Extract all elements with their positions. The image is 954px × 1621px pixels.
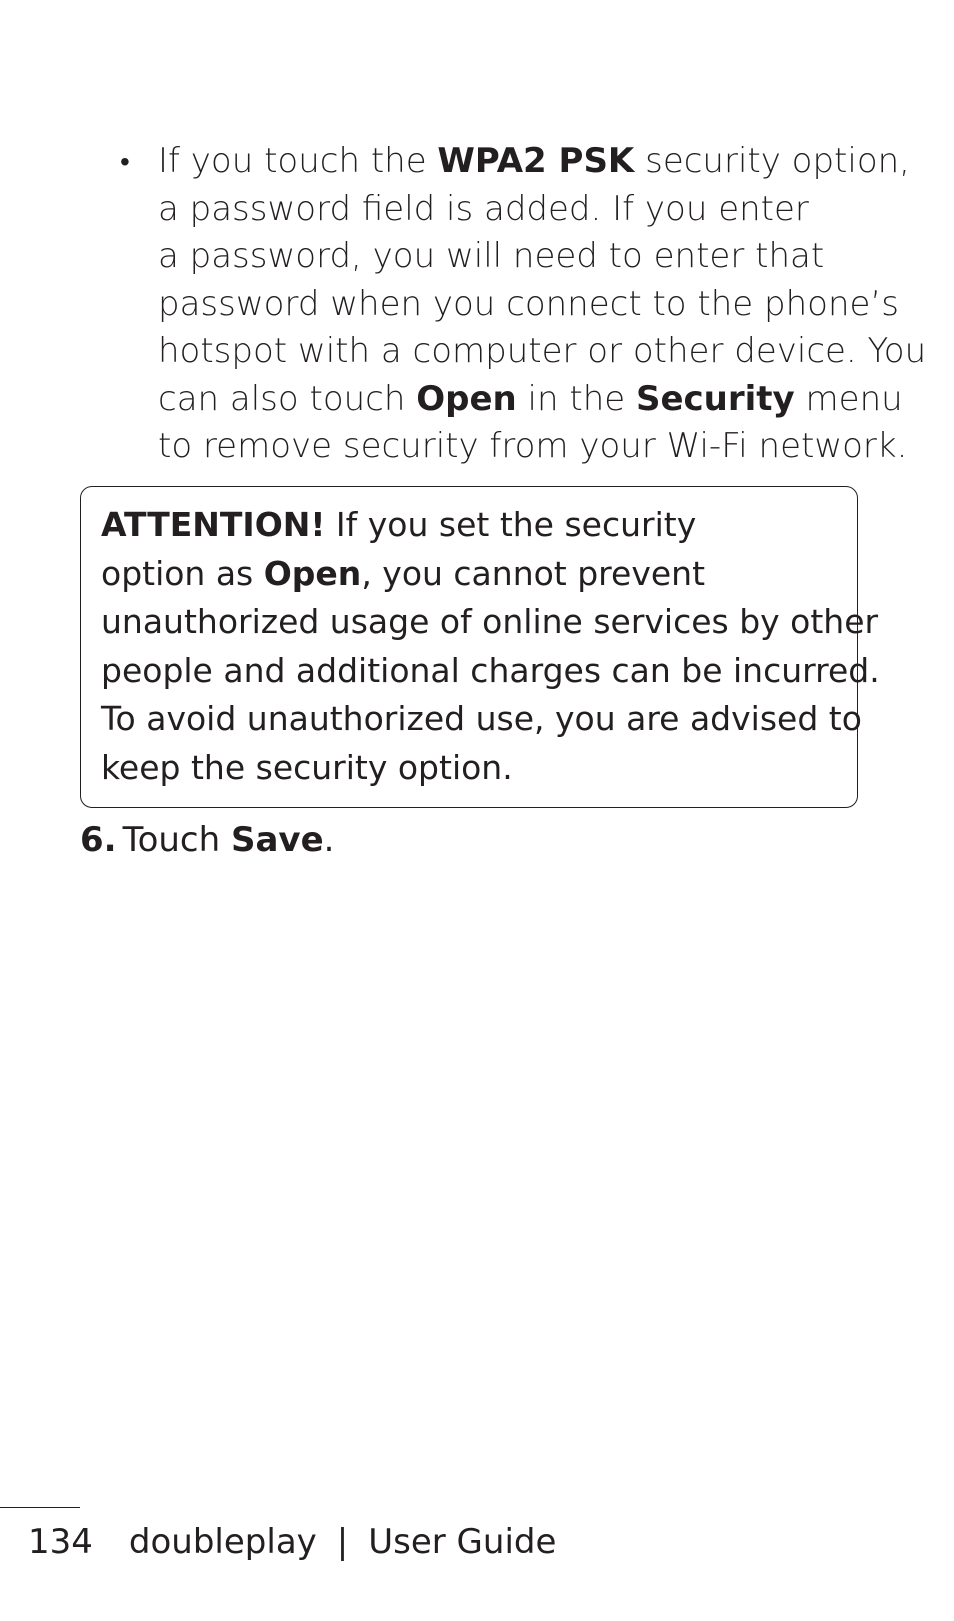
bullet-line-1: If you touch the WPA2 PSK security option, (158, 141, 910, 181)
attention-line-5: To avoid unauthorized use, you are advised to (101, 699, 862, 738)
open-term: Open (263, 553, 362, 593)
open-term: Open (416, 378, 517, 419)
bullet-text (158, 138, 927, 471)
bullet-symbol: • (120, 145, 130, 178)
step-number: 6. (80, 820, 117, 860)
footer-rule (0, 1507, 80, 1508)
page-footer (28, 1518, 556, 1566)
bullet-paragraph (120, 138, 927, 471)
security-term: Security (635, 378, 795, 419)
page-number: 134 (28, 1522, 93, 1562)
step-6: 6. Touch Save. (80, 820, 335, 860)
product-name: doubleplay (128, 1522, 317, 1562)
attention-line-2: option as Open, you cannot prevent (101, 553, 706, 593)
bullet-line-2: a password field is added. If you enter (158, 188, 809, 229)
bullet-line-5: hotspot with a computer or other device. You (158, 331, 927, 371)
attention-box (80, 486, 880, 808)
guide-title: User Guide (368, 1522, 557, 1562)
bullet-line-7: to remove security from your Wi-Fi network. (158, 426, 908, 466)
attention-label: ATTENTION! (101, 505, 326, 544)
attention-line-3: unauthorized usage of online services by other (101, 602, 879, 641)
bullet-line-4: password when you connect to the phone’s (158, 283, 899, 324)
bullet-line-3: a password, you will need to enter that (158, 236, 825, 276)
attention-line-6: keep the security option. (101, 747, 513, 787)
save-term: Save (230, 820, 324, 860)
attention-line-4: people and additional charges can be incurred. (101, 650, 880, 690)
bullet-line-6: can also touch Open in the Security menu (158, 378, 903, 419)
attention-line-1: ATTENTION! If you set the security (101, 505, 697, 544)
wpa2-psk-term: WPA2 PSK (437, 141, 635, 181)
footer-separator: | (336, 1522, 349, 1562)
